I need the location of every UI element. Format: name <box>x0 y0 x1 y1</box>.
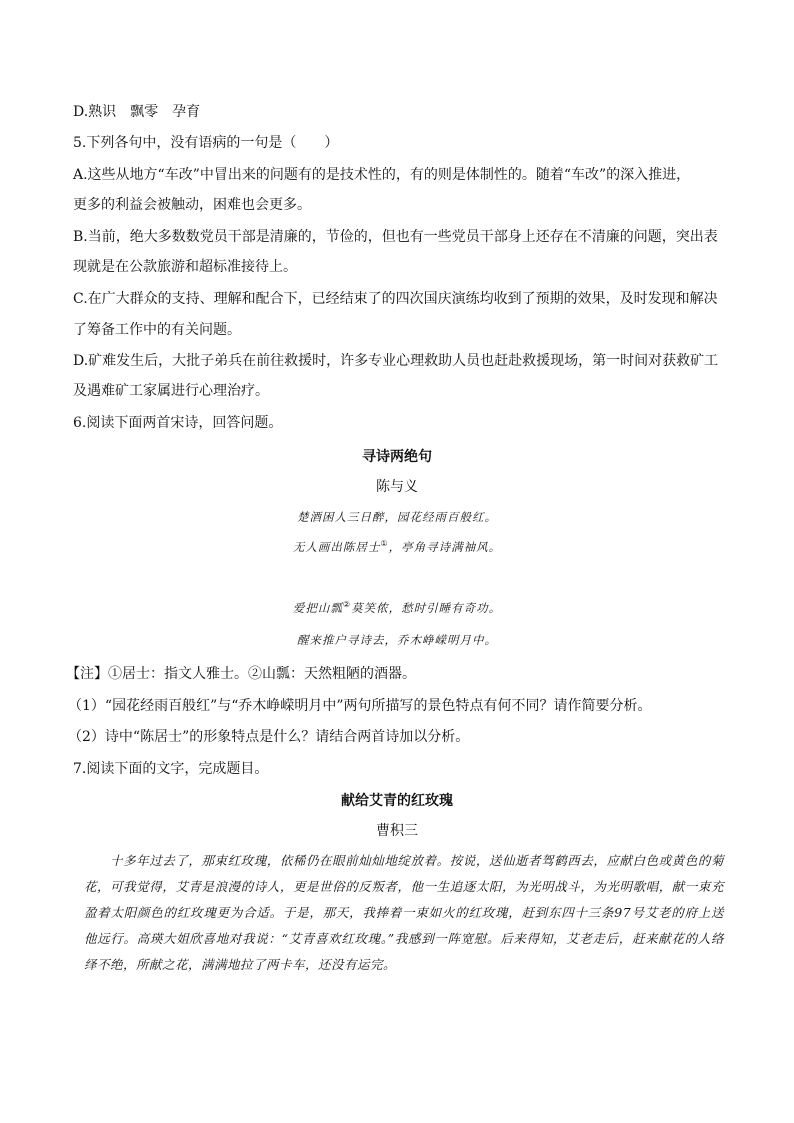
poem-line-1: 楚酒困人三日醉，园花经雨百般红。 <box>297 510 497 524</box>
footnote-marker-1: ① <box>380 539 389 549</box>
footnote-marker-2: ② <box>342 600 352 610</box>
q5-option-b-line1: B.当前，绝大多数数党员干部是清廉的，节俭的，但也有一些党员干部身上还存在不清廉的问题，突出表 <box>73 229 718 245</box>
article-author: 曹积三 <box>376 823 418 839</box>
q4-option-d: D.熟识 飘零 孕育 <box>73 104 201 120</box>
q5-option-a-line2: 更多的利益会被触动，困难也会更多。 <box>73 197 311 213</box>
q5-option-b-line2: 现就是在公款旅游和超标准接待上。 <box>73 259 297 275</box>
q5-option-a-line1: A.这些从地方“车改”中冒出来的问题有的是技术性的，有的则是体制性的。随着“车改”的深入推进， <box>73 167 691 183</box>
article-title: 献给艾青的红玫瑰 <box>341 793 453 809</box>
poem-author: 陈与义 <box>376 479 418 495</box>
q6-subquestion-1: （1）“园花经雨百般红”与“乔木峥嵘明月中”两句所描写的景色特点有何不同？请作简要分析。 <box>68 698 652 714</box>
q7-stem: 7.阅读下面的文字，完成题目。 <box>73 761 269 777</box>
q5-stem: 5.下列各句中，没有语病的一句是（ ） <box>73 135 339 151</box>
q5-option-c-line1: C.在广大群众的支持、理解和配合下，已经结束了的四次国庆演练均收到了预期的效果，及时发现和解决 <box>73 291 718 307</box>
q5-option-d-line1: D.矿难发生后，大批子弟兵在前往救援时，许多专业心理救助人员也赶赴救援现场，第一时间对获救矿工 <box>73 353 719 369</box>
poem-line-2-part1: 无人画出陈居士 <box>292 540 381 554</box>
poem-line-3-part1: 爱把山瓢 <box>292 601 343 615</box>
poem-footnote: 【注】①居士：指文人雅士。②山瓢：天然粗陋的酒器。 <box>66 666 416 682</box>
q5-option-d-line2: 及遇难矿工家属进行心理治疗。 <box>73 383 269 399</box>
q6-stem: 6.阅读下面两首宋诗，回答问题。 <box>73 415 283 431</box>
poem-line-3 <box>0 600 794 616</box>
poem-line-2-part2: ，亭角寻诗满袖风。 <box>388 540 502 554</box>
q6-subquestion-2: （2）诗中“陈居士”的形象特点是什么？请结合两首诗加以分析。 <box>68 729 470 745</box>
poem-line-2 <box>0 539 794 555</box>
poem-line-3-part2: 莫笑侬，愁时引睡有奇功。 <box>351 601 502 615</box>
poem-title: 寻诗两绝句 <box>362 449 432 465</box>
article-paragraph: 十多年过去了，那束红玫瑰，依稀仍在眼前灿灿地绽放着。按说，送仙逝者驾鹤西去，应献白色或黄色的菊花，可我觉得，艾青是浪漫的诗人，更是世俗的反叛者，他一生追逐太阳，为光明战斗，为光明歌唱，献一束充盈着太阳颜色的红玫瑰更为合适。于是，那天，我捧着一束如火的红玫瑰，赶到东四十三条97号艾老的府上送他远行。高瑛大姐欣喜地对我说：“艾青喜欢红玫瑰。”我感到一阵宽慰。后来得知，艾老走后，赶来献花的人络绎不绝，所献之花，满满地拉了两卡车，还没有运完。 <box>84 853 724 972</box>
q5-option-c-line2: 了筹备工作中的有关问题。 <box>73 322 241 338</box>
poem-line-4: 醒来推户寻诗去，乔木峥嵘明月中。 <box>297 633 497 647</box>
